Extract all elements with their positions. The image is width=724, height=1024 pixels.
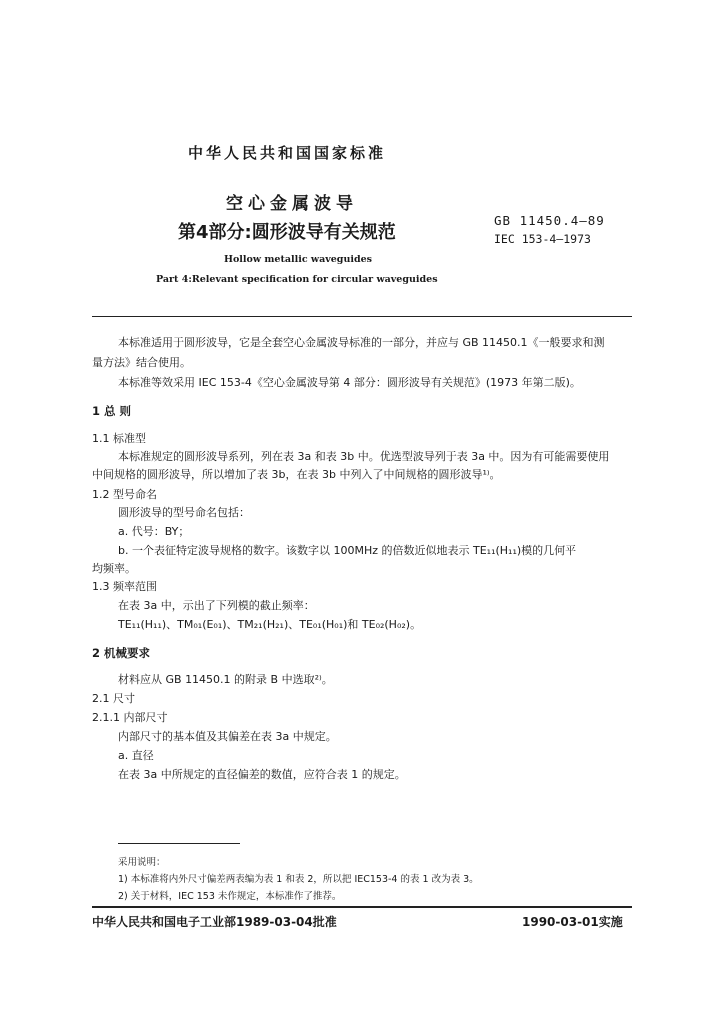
implementation-date: 1990-03-01实施 — [522, 915, 623, 929]
section-2-heading: 2 机械要求 — [92, 646, 151, 660]
title-cn-line-2: 第4部分:圆形波导有关规范 — [178, 222, 396, 243]
standard-code-gb: GB 11450.4—89 — [494, 213, 605, 228]
footer-rule — [92, 906, 632, 908]
title-cn-line-1: 空心金属波导 — [226, 194, 358, 214]
section-2-1-1-item-a: a. 直径 — [118, 749, 154, 762]
intro-paragraph-2: 本标准等效采用 IEC 153-4《空心金属波导第 4 部分：圆形波导有关规范》(1973 年第二版)。 — [118, 376, 581, 389]
section-2-para-1: 材料应从 GB 11450.1 的附录 B 中选取²⁾。 — [118, 673, 333, 686]
section-1-2-item-b: b. 一个表征特定波导规格的数字。该数字以 100MHz 的倍数近似地表示 TE₁₁(H₁₁)模的几何平 — [118, 544, 577, 557]
footnote-1: 1) 本标准将内外尺寸偏差两表编为表 1 和表 2，所以把 IEC153-4 的表 1 改为表 3。 — [118, 874, 479, 885]
title-en-line-1: Hollow metallic waveguides — [224, 254, 373, 265]
intro-paragraph-1-cont: 量方法》结合使用。 — [92, 356, 191, 369]
section-1-1-para-2: 中间规格的圆形波导，所以增加了表 3b，在表 3b 中列入了中间规格的圆形波导¹⁾。 — [92, 468, 501, 481]
section-1-3-para-1: 在表 3a 中，示出了下列模的截止频率： — [118, 599, 315, 612]
section-1-2-item-a: a. 代号：BY； — [118, 525, 190, 538]
section-1-2-item-b-cont: 均频率。 — [92, 562, 136, 575]
footnote-2: 2) 关于材料，IEC 153 未作规定，本标准作了推荐。 — [118, 891, 342, 902]
footnote-heading: 采用说明： — [118, 857, 166, 868]
national-standard-heading: 中华人民共和国国家标准 — [188, 144, 387, 162]
footnote-rule — [118, 843, 240, 844]
intro-paragraph-1: 本标准适用于圆形波导，它是全套空心金属波导标准的一部分，并应与 GB 11450.1《一般要求和测 — [118, 336, 605, 349]
section-1-3-para-2: TE₁₁(H₁₁)、TM₀₁(E₀₁)、TM₂₁(H₂₁)、TE₀₁(H₀₁)和 TE₀₂(H₀₂)。 — [118, 618, 422, 631]
header-rule — [92, 316, 632, 317]
approval-line: 中华人民共和国电子工业部1989-03-04批准 — [92, 915, 337, 929]
section-1-heading: 1 总 则 — [92, 404, 132, 418]
section-2-1-1-para-2: 在表 3a 中所规定的直径偏差的数值，应符合表 1 的规定。 — [118, 768, 406, 781]
standard-code-iec: IEC 153-4—1973 — [494, 232, 591, 246]
section-2-1-1-para-1: 内部尺寸的基本值及其偏差在表 3a 中规定。 — [118, 730, 337, 743]
section-1-1-para-1: 本标准规定的圆形波导系列，列在表 3a 和表 3b 中。优选型波导列于表 3a 中。因为有可能需要使用 — [118, 450, 610, 463]
section-2-1-1-heading: 2.1.1 内部尺寸 — [92, 711, 168, 724]
title-en-line-2: Part 4:Relevant specification for circular waveguides — [156, 274, 438, 285]
section-2-1-heading: 2.1 尺寸 — [92, 692, 135, 705]
section-1-2-heading: 1.2 型号命名 — [92, 488, 157, 501]
section-1-3-heading: 1.3 频率范围 — [92, 580, 157, 593]
section-1-1-heading: 1.1 标准型 — [92, 432, 146, 445]
section-1-2-para-1: 圆形波导的型号命名包括： — [118, 506, 250, 519]
